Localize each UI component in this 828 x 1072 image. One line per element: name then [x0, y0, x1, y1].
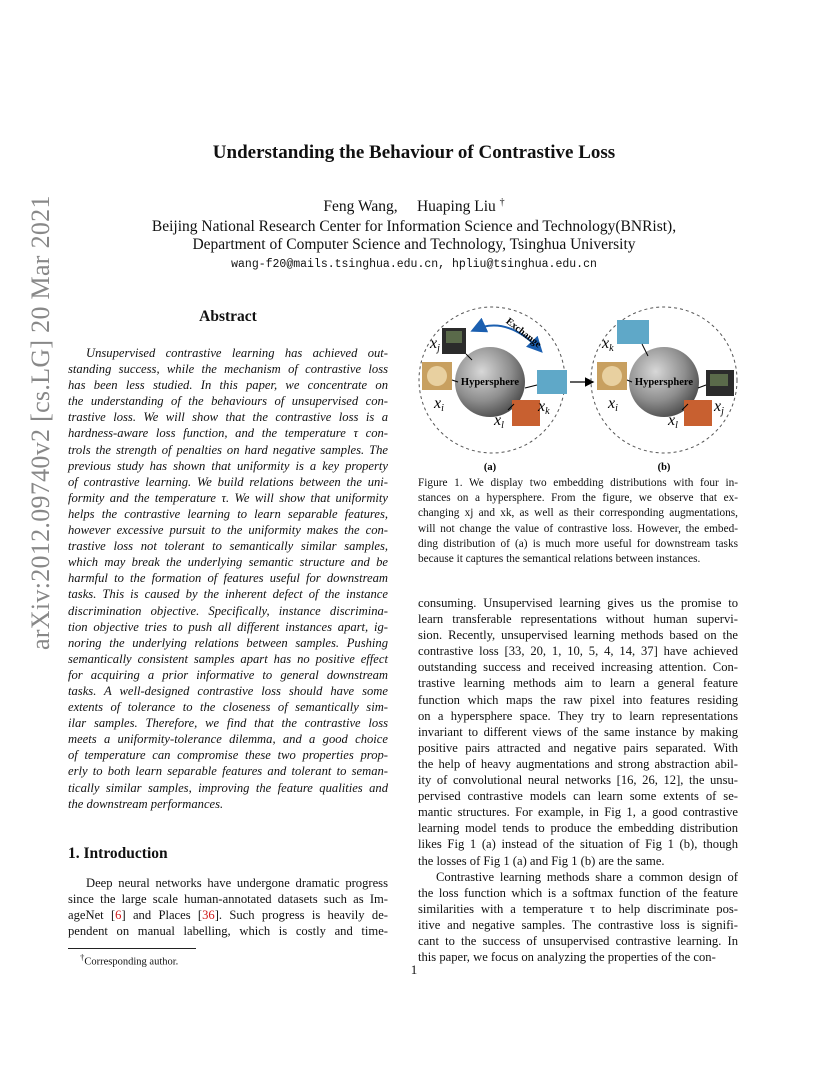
panel-a-label: (a) [483, 462, 497, 473]
image-car-blue [617, 320, 649, 344]
text-line: since the large scale human-annotated datasets such as Im- [68, 892, 388, 907]
svg-text:xl: xl [494, 412, 504, 431]
text-line: cant to the success of unsupervised contrastive learning. In [418, 933, 738, 948]
introduction-paragraph [68, 875, 388, 939]
hypersphere-label: Hypersphere [460, 377, 520, 388]
text-line: similarities with a temperature τ to help discriminate pos- [418, 901, 738, 916]
text-line: this paper, we focus on analyzing the properties of the con- [418, 950, 716, 965]
figure-caption [418, 476, 738, 567]
hypersphere-label: Hypersphere [634, 377, 694, 388]
text-line: discrimination objective. Specifically, instance discrimina- [68, 603, 388, 618]
text-line: harmful to the formation of features useful for downstream [68, 571, 388, 586]
text-line: of contrastive learning. We build relations between the uni- [68, 474, 388, 489]
author-emails[interactable]: wang-f20@mails.tsinghua.edu.cn, hpliu@tsinghua.edu.cn [231, 258, 597, 271]
text-line: pervised contrastive models can learn some extents of se- [418, 789, 738, 804]
svg-text:xj: xj [430, 335, 440, 354]
footnote-rule [68, 948, 196, 949]
text-line: for acquiring a prior informative to general downstream [68, 667, 388, 682]
text-line: learning model tends to produce the embedding distribution [418, 821, 738, 836]
caption-line: stances on a hypersphere. From the figure, we observe that ex- [418, 492, 738, 505]
text-line: of temperature can compromise these two properties prop- [68, 748, 388, 763]
svg-text:xi: xi [434, 395, 444, 414]
exchange-label: Exchange [503, 315, 544, 351]
text-line: Unsupervised contrastive learning has achieved out- [86, 346, 388, 360]
text-line: however excessive pursuit to the uniformity makes the con- [68, 523, 388, 538]
text-line: itive and negative samples. The contrastive loss is signifi- [418, 917, 738, 932]
footnote: †Corresponding author. [80, 952, 179, 968]
text-line: Deep neural networks have undergone dramatic progress [86, 876, 388, 890]
abstract-heading: Abstract [199, 308, 257, 325]
paper-title: Understanding the Behaviour of Contrastive Loss [212, 142, 616, 163]
text-line: hardness-aware loss function, and the temperature τ con- [68, 426, 388, 441]
caption-line: will not change the value of contrastive loss. However, the embed- [418, 522, 738, 535]
svg-text:xk: xk [538, 398, 550, 417]
text-line: which may break the underlying semantic structure and be [68, 555, 388, 570]
svg-text:xj: xj [714, 398, 724, 417]
text-line: trols the strength of penalties on hard negative samples. The [68, 442, 388, 457]
text-line: extents of tolerance to the closeness of semantically sim- [68, 700, 388, 715]
text-line: tion objective tries to push all different instances apart, ig- [68, 619, 388, 634]
text-line: ageNet [6] and Places [36]. Such progress is heavily de- [68, 908, 388, 923]
citation-link[interactable]: 36 [202, 908, 215, 923]
text-line: invariant to different views of the same instance by making [418, 724, 738, 739]
text-line: the downstream performances. [68, 796, 224, 811]
affiliation-line-2: Department of Computer Science and Technology, Tsinghua University [192, 236, 636, 253]
panel-b-label: (b) [657, 462, 671, 473]
corresponding-mark: † [499, 197, 505, 208]
caption-line: changing xj and xk, as well as their corresponding augmentations, [418, 507, 738, 520]
page-number: 1 [410, 962, 418, 977]
panel-a [419, 307, 567, 473]
svg-text:xk: xk [602, 335, 614, 354]
text-line: consuming. Unsupervised learning gives us the promise to [418, 596, 738, 610]
text-line: trastive loss not tolerant to semantically similar samples, [68, 539, 388, 554]
affiliation-line-1: Beijing National Research Center for Information Science and Technology(BNRist), [151, 218, 677, 235]
text-line: trastive loss. We will show that the contrastive loss is a [68, 410, 388, 425]
text-line: meets a uniformity-tolerance dilemma, and a good choice [68, 732, 388, 747]
text-line: noring the underlying relations between samples. Pushing [68, 635, 388, 650]
arxiv-side-label: arXiv:2012.09740v2 [cs.LG] 20 Mar 2021 [26, 195, 55, 650]
caption-line: because it captures the semantical relations between instances. [418, 553, 701, 566]
text-line: function which maps the raw pixel into features residing [418, 692, 738, 707]
svg-text:xi: xi [608, 395, 618, 414]
caption-line: Figure 1. We display two embedding distributions with four in- [418, 477, 738, 489]
text-line: on a hypersphere space. They try to learn representations [418, 708, 738, 723]
text-line: tasks. This is caused by the inherent defect of the instance [68, 587, 388, 602]
text-line: ity of convolutional neural networks [16, 26, 12], the unsu- [418, 773, 738, 788]
text-line: tasks. A well-designed contrastive loss should have some [68, 683, 388, 698]
text-line: positive pairs attracted and negative pairs separated. With [418, 740, 738, 755]
text-line: sion. Recently, unsupervised learning methods based on the [418, 628, 738, 643]
image-car-blue [537, 370, 567, 394]
citation-link[interactable]: 6 [115, 908, 122, 923]
text-line: ilar samples. Therefore, we find that the contrastive loss [68, 716, 388, 731]
svg-text:xl: xl [668, 412, 678, 431]
introduction-heading: 1. Introduction [68, 845, 168, 862]
text-line: the help of heavy augmentations and strong abstraction abil- [418, 756, 738, 771]
author-2: Huaping Liu [416, 198, 496, 216]
caption-line: ding distribution of (a) is much more useful for downstream tasks [418, 537, 738, 550]
text-line: the understanding of the behaviours of unsupervised con- [68, 394, 388, 409]
text-line: semantically consistent samples apart has no positive effect [68, 651, 388, 666]
text-line: trastive learning methods aim to learn a general feature [418, 676, 738, 691]
figure-1 [412, 300, 742, 475]
text-line: previous study has shown that uniformity is a key property [68, 458, 388, 473]
image-car-orange [684, 400, 712, 426]
text-line: the loss function which is a softmax function of the feature [418, 885, 738, 900]
text-line: learn transferable representations without human supervi- [418, 612, 738, 627]
text-line: the losses of Fig 1 (a) and Fig 1 (b) are the same. [418, 853, 665, 868]
text-line: erly to both learn separable features and tolerant to seman- [68, 764, 388, 779]
right-column-body [418, 595, 738, 965]
image-car-orange [512, 400, 540, 426]
authors [0, 197, 828, 216]
text-line: pendent on manual labelling, which is costly and time- [68, 924, 388, 939]
text-line: tically similar samples, improving the feature qualities and [68, 780, 388, 795]
text-line: contrastive loss [33, 20, 1, 10, 5, 4, 14, 37] have achieved [418, 644, 738, 659]
text-line: has been less studied. In this paper, we concentrate on [68, 378, 388, 393]
panel-b [591, 307, 737, 473]
text-line: mantic structures. For example, in Fig 1, a good contrastive [418, 805, 738, 820]
author-1: Feng Wang, [323, 198, 398, 216]
text-line: Contrastive learning methods share a common design of [436, 869, 738, 884]
text-line: helps the contrastive learning to learn separable features, [68, 506, 388, 521]
text-line: likes Fig 1 (a) instead of the situation of Fig 1 (b), though [418, 837, 738, 852]
text-line: formity and the temperature τ. We will show that uniformity [68, 490, 388, 505]
abstract-body [68, 345, 388, 812]
text-line: standing success, while the mechanism of contrastive loss [68, 362, 388, 377]
text-line: outstanding success and received increasing attention. Con- [418, 660, 738, 675]
